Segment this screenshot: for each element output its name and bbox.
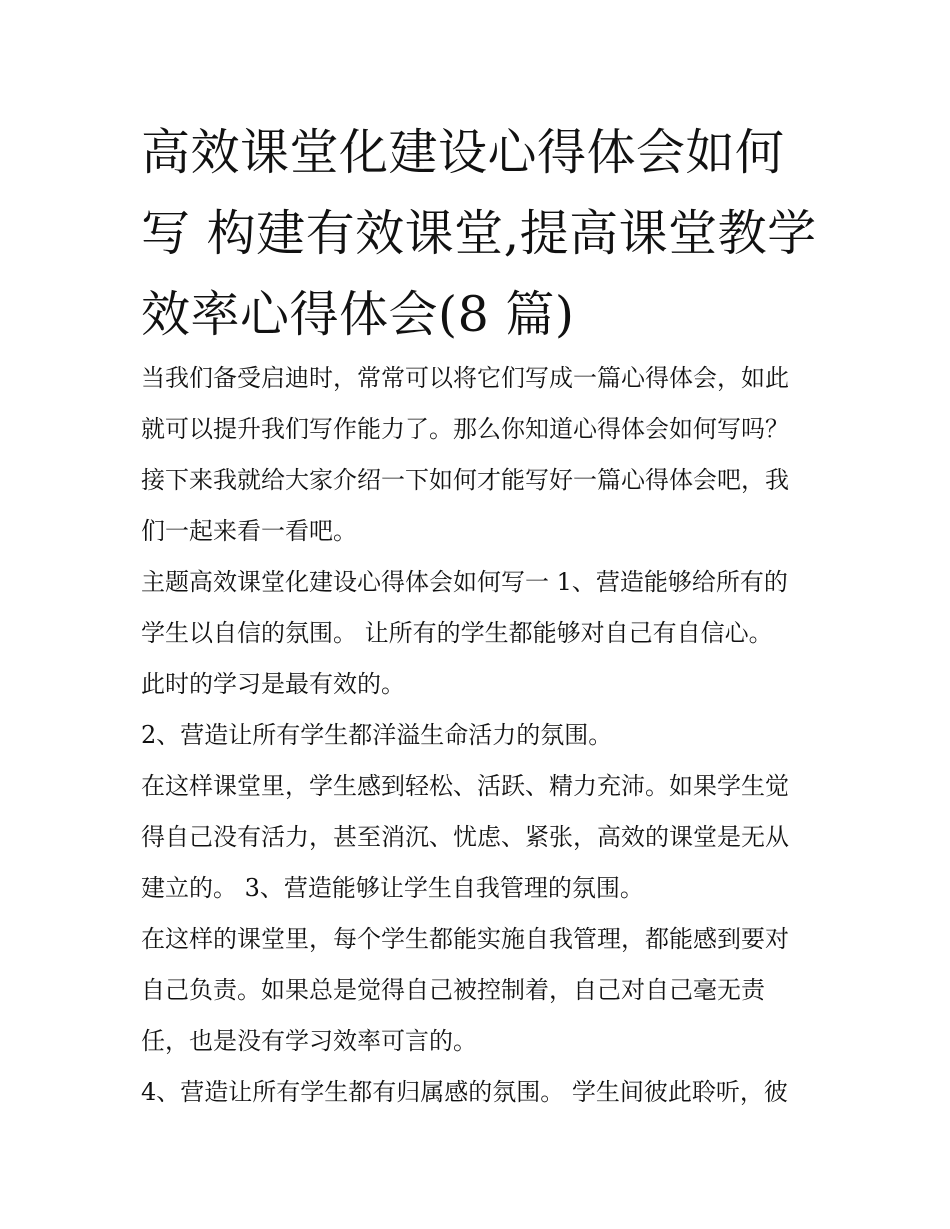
text-line: 在这样课堂里，学生感到轻松、活跃、精力充沛。如果学生觉 — [141, 772, 789, 800]
text-line: 建立的。 3、营造能够让学生自我管理的氛围。 — [141, 874, 644, 902]
text-line: 4、营造让所有学生都有归属感的氛围。 学生间彼此聆听，彼 — [141, 1078, 788, 1106]
text-line: 得自己没有活力，甚至消沉、忧虑、紧张，高效的课堂是无从 — [141, 823, 789, 851]
title-line: 高效课堂化建设心得体会如何 — [141, 124, 785, 181]
title-line: 效率心得体会(8 篇) — [141, 286, 575, 343]
document-body — [141, 353, 821, 1118]
text-line: 自己负责。如果总是觉得自己被控制着，自己对自己毫无责 — [141, 976, 765, 1004]
text-line: 就可以提升我们写作能力了。那么你知道心得体会如何写吗？ — [141, 415, 789, 443]
text-line: 学生以自信的氛围。 让所有的学生都能够对自己有自信心。 — [141, 619, 773, 647]
text-line: 们一起来看一看吧。 — [141, 517, 357, 545]
paragraph-intro — [141, 353, 821, 557]
text-line: 当我们备受启迪时，常常可以将它们写成一篇心得体会，如此 — [141, 364, 789, 392]
text-line: 此时的学习是最有效的。 — [141, 670, 405, 698]
title-line: 写 构建有效课堂,提高课堂教学 — [141, 205, 817, 262]
text-line: 任，也是没有学习效率可言的。 — [141, 1027, 477, 1055]
paragraph-point-3-detail — [141, 914, 821, 1067]
document-title — [141, 112, 821, 355]
paragraph-point-2 — [141, 710, 821, 761]
text-line: 主题高效课堂化建设心得体会如何写一 1、营造能够给所有的 — [141, 568, 788, 596]
paragraph-point-4 — [141, 1067, 821, 1118]
text-line: 接下来我就给大家介绍一下如何才能写好一篇心得体会吧，我 — [141, 466, 789, 494]
paragraph-point-2-detail — [141, 761, 821, 914]
text-line: 2、营造让所有学生都洋溢生命活力的氛围。 — [141, 721, 613, 749]
paragraph-point-1 — [141, 557, 821, 710]
text-line: 在这样的课堂里，每个学生都能实施自我管理，都能感到要对 — [141, 925, 789, 953]
